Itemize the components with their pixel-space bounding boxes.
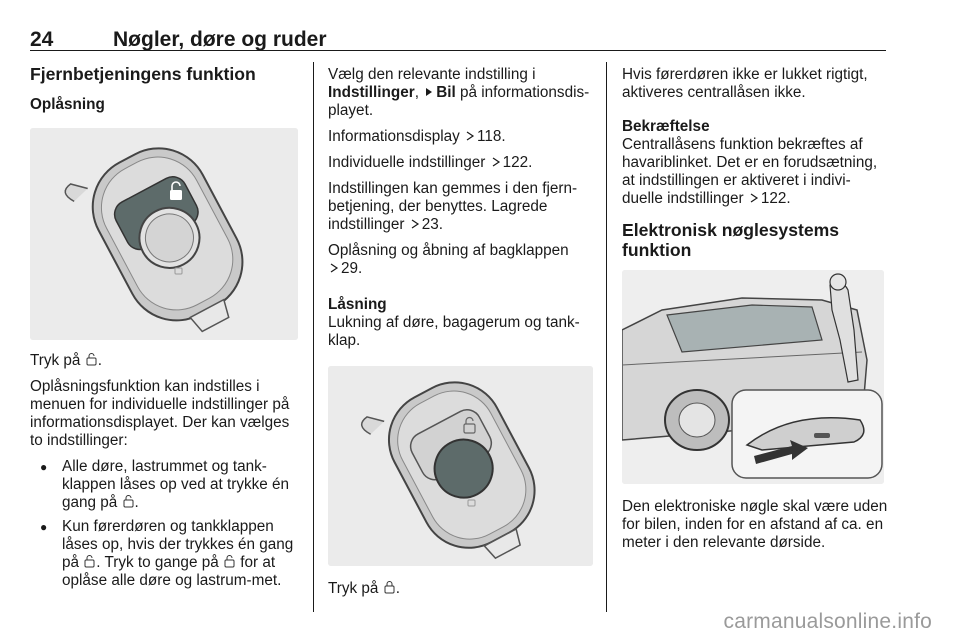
car-door-handle-illustration (622, 270, 884, 484)
arrow-right-icon (424, 87, 434, 97)
page-ref-icon (491, 157, 501, 167)
page-header (30, 28, 886, 51)
press-lock-instruction: Tryk på . (328, 580, 400, 597)
confirmation-section: Bekræftelse Centrallåsens funktion bekræftes af havariblinket. Det er en forudsætning, at indstillingen er aktiveret i indivi-duelle indstillinger 122. (622, 118, 888, 208)
subsection-title: Oplåsning (30, 96, 105, 113)
page-ref-icon (329, 263, 339, 273)
unlock-icon (86, 353, 97, 366)
column-3 (622, 66, 888, 560)
car-door-figure (622, 270, 884, 484)
cross-reference: Oplåsning og åbning af bagklappen 29. (328, 242, 569, 277)
driver-door-note: Hvis førerdøren ikke er lukket rigtigt, aktiveres centrallåsen ikke. (622, 66, 868, 101)
cross-reference: Informationsdisplay 118. (328, 128, 506, 145)
key-unlock-figure (30, 128, 298, 340)
column-divider (606, 62, 607, 612)
section-title: Fjernbetjeningens funktion (30, 64, 256, 84)
electronic-key-range-text: Den elektroniske nøgle skal være uden for bilen, inden for en afstand af ca. en meter i den relevante dørside. (622, 498, 888, 551)
section-title: Elektronisk nøglesystems funktion (622, 220, 840, 260)
unlock-icon (123, 495, 134, 508)
unlock-icon (84, 555, 95, 568)
page-ref-icon (465, 131, 475, 141)
press-unlock-instruction: Tryk på . (30, 352, 102, 369)
settings-instruction: Vælg den relevante indstilling i Indstillinger, Bil på informationsdis-playet. (328, 66, 590, 119)
lock-icon (384, 581, 395, 594)
unlock-icon (224, 555, 235, 568)
page-ref-icon (410, 219, 420, 229)
chapter-title: Nøgler, døre og ruder (113, 28, 327, 51)
column-1 (30, 62, 298, 596)
page-number: 24 (30, 28, 54, 51)
unlock-settings-text: Oplåsningsfunktion kan indstilles i menuen for individuelle indstillinger på informationsdisplayet. Der kan vælges to indstillinger: (30, 378, 290, 449)
cross-reference: Individuelle indstillinger 122. (328, 154, 533, 171)
list-item: ● Alle døre, lastrummet og tank-klappen låses op ved at trykke én gang på . (30, 458, 298, 512)
key-fob-illustration (328, 366, 593, 566)
column-divider (313, 62, 314, 612)
list-item: ● Kun førerdøren og tankklappen låses op, hvis der trykkes én gang på . Tryk to gange på for at oplåse alle døre og lastrum-met. (30, 518, 298, 590)
unlock-options-list (30, 458, 298, 590)
watermark: carmanualsonline.info (723, 610, 932, 633)
key-lock-figure (328, 366, 593, 566)
confirmation-title: Bekræftelse (622, 118, 710, 135)
memory-text: Indstillingen kan gemmes i den fjern-betjening, der benyttes. Lagrede indstillinger 23. (328, 180, 578, 233)
locking-title: Låsning (328, 296, 387, 313)
page-ref-icon (749, 193, 759, 203)
column-2 (328, 66, 593, 606)
key-fob-illustration (30, 128, 298, 340)
locking-section: Låsning Lukning af døre, bagagerum og tank-klap. (328, 296, 593, 350)
